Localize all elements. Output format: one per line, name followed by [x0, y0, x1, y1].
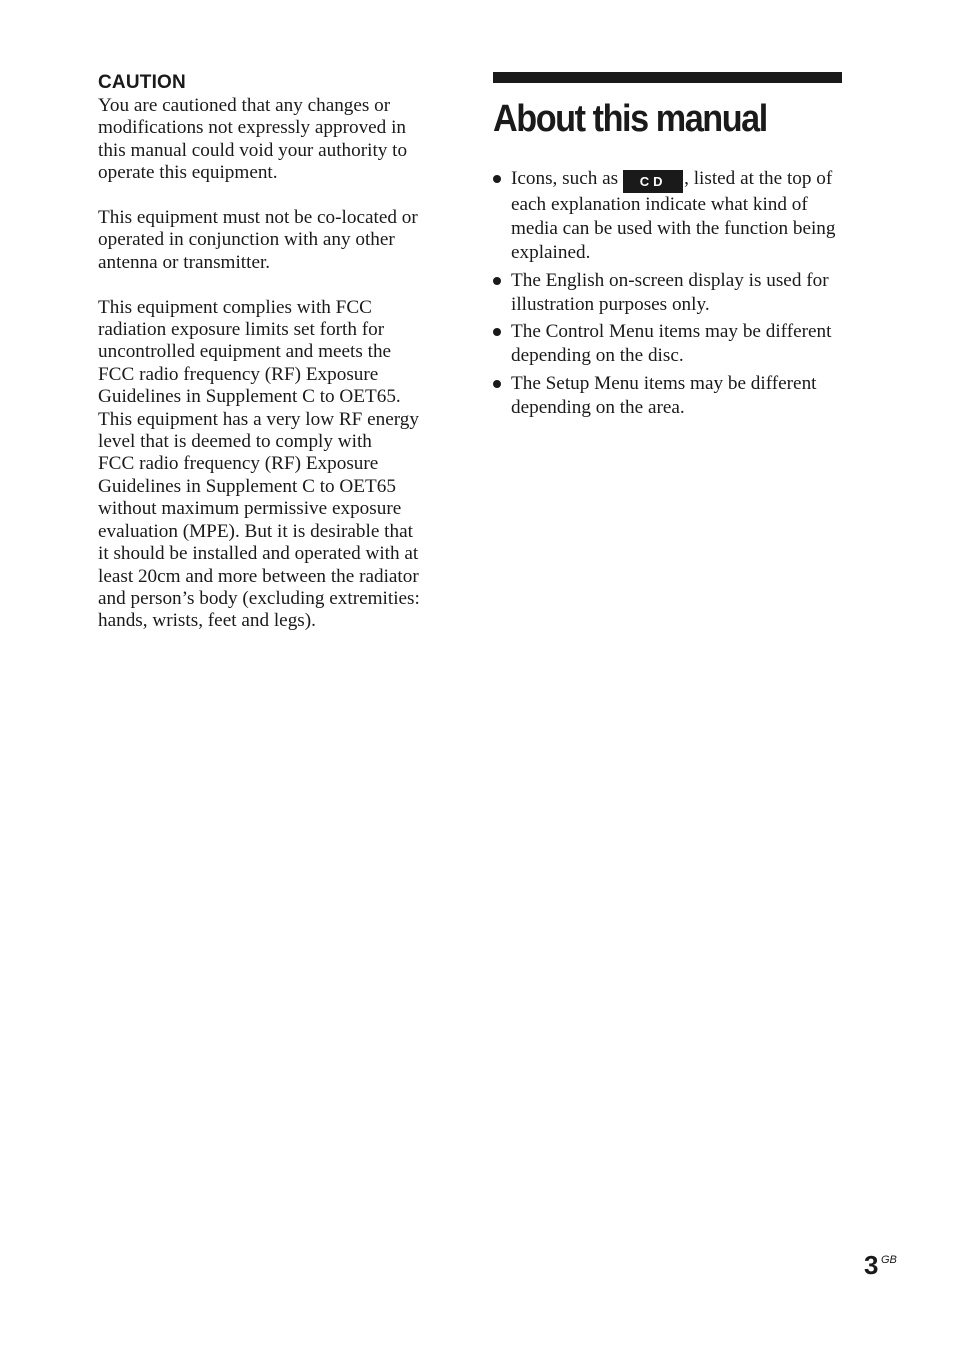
bullet-text: The Control Menu items may be different depending on the disc. [511, 321, 832, 366]
bullet-text: The Setup Menu items may be different depending on the area. [511, 372, 817, 418]
caution-paragraph: You are cautioned that any changes or modifications not expressly approved in this manual could void your authority to operate this equipment. [98, 95, 408, 184]
bullet-icon [493, 380, 501, 388]
about-bullet-list [493, 167, 842, 420]
bullet-text-before: Icons, such as [511, 168, 619, 189]
bullet-icon [493, 328, 501, 336]
caution-paragraph: This equipment must not be co-located or operated in conjunction with any other antenna or transmitter. [98, 207, 418, 273]
about-section [493, 72, 842, 423]
page-number: 3 [864, 1250, 879, 1280]
bullet-item [493, 320, 842, 368]
bullet-icon [493, 175, 501, 183]
bullet-item [493, 372, 842, 420]
bullet-item [493, 167, 842, 265]
page-region-suffix: GB [881, 1254, 897, 1266]
bullet-text-after: , listed at the top of each explanation indicate what kind of media can be used with the function being explained. [511, 168, 836, 263]
bullet-item [493, 269, 842, 317]
cd-icon: CD [623, 170, 683, 193]
caution-heading: CAUTION [98, 72, 186, 93]
caution-paragraph: This equipment complies with FCC radiation exposure limits set forth for uncontrolled equipment and meets the FCC radio frequency (RF) Exposure Guidelines in Supplement C to OET65. This equipment has a very low RF energy level that is deemed to comply with FCC radio frequency (RF) Exposure Guidelines in Supplement C to OET65 without maximum permissive exposure evaluation (MPE). But it is desirable that it should be installed and operated with at least 20cm and more between the radiator and person’s body (excluding extremities: hands, wrists, feet and legs). [98, 296, 420, 632]
bullet-icon [493, 277, 501, 285]
section-rule [493, 72, 842, 83]
caution-section [98, 71, 443, 633]
section-title: About this manual [493, 98, 767, 140]
bullet-text: The English on-screen display is used for illustration purposes only. [511, 269, 829, 315]
